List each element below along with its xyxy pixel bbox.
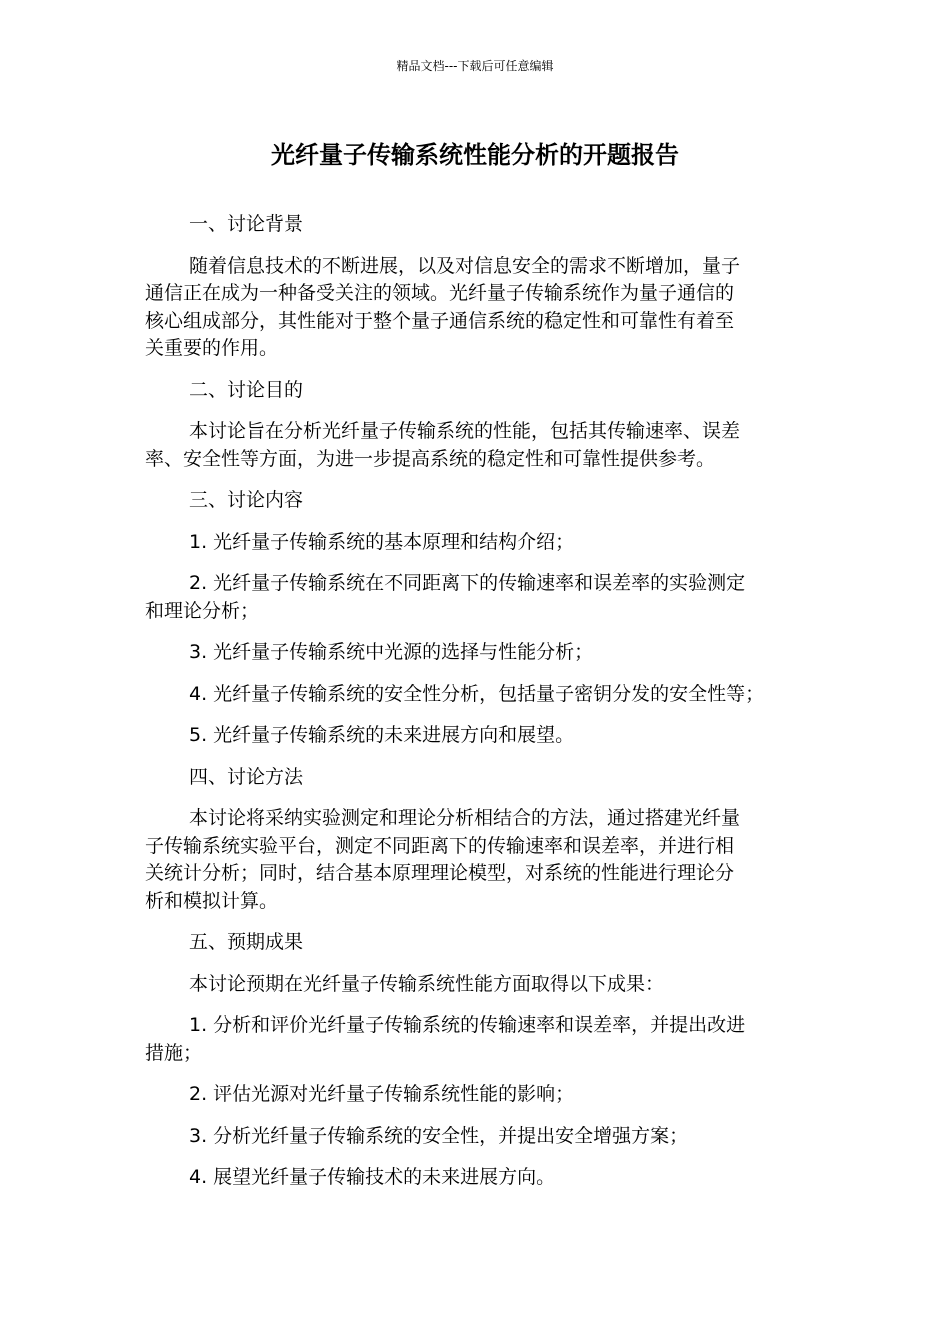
text-line: 2. 评估光源对光纤量子传输系统性能的影响； — [189, 1083, 575, 1105]
text-line: 措施； — [145, 1041, 203, 1064]
text-line: 1. 光纤量子传输系统的基本原理和结构介绍； — [189, 530, 575, 553]
text-line: 关统计分析；同时，结合基本原理理论模型，对系统的性能进行理论分 — [145, 862, 735, 884]
text-line: 4. 展望光纤量子传输技术的未来进展方向。 — [189, 1166, 556, 1188]
section-heading-background: 一、讨论背景 — [189, 213, 304, 235]
content-item — [145, 570, 815, 625]
content-item — [145, 722, 815, 750]
text-line: 2. 光纤量子传输系统在不同距离下的传输速率和误差率的实验测定 — [189, 572, 746, 594]
content-item — [145, 529, 815, 557]
text-line: 析和模拟计算。 — [145, 889, 279, 912]
outcomes-intro: 本讨论预期在光纤量子传输系统性能方面取得以下成果： — [189, 972, 665, 995]
section-heading-purpose: 二、讨论目的 — [189, 378, 304, 401]
section-heading-content: 三、讨论内容 — [189, 489, 304, 511]
text-line: 关重要的作用。 — [145, 337, 279, 359]
text-line: 率、安全性等方面，为进一步提高系统的稳定性和可靠性提供参考。 — [145, 447, 716, 470]
section-heading-outcomes: 五、预期成果 — [189, 931, 304, 953]
text-line: 3. 分析光纤量子传输系统的安全性，并提出安全增强方案； — [189, 1124, 689, 1147]
text-line: 通信正在成为一种备受关注的领域。光纤量子传输系统作为量子通信的 — [145, 282, 735, 304]
text-line: 3. 光纤量子传输系统中光源的选择与性能分析； — [189, 641, 594, 663]
outcome-item — [145, 1081, 815, 1109]
document-title: 光纤量子传输系统性能分析的开题报告 — [271, 141, 679, 169]
purpose-paragraph — [145, 418, 815, 473]
background-paragraph — [145, 253, 815, 363]
text-line: 和理论分析； — [145, 599, 260, 622]
outcome-item — [145, 1012, 815, 1067]
document-body — [145, 211, 815, 1206]
text-line: 本讨论将采纳实验测定和理论分析相结合的方法，通过搭建光纤量 — [189, 807, 741, 829]
text-line: 本讨论旨在分析光纤量子传输系统的性能，包括其传输速率、误差 — [189, 420, 741, 442]
method-paragraph — [145, 805, 815, 915]
outcome-item — [145, 1123, 815, 1151]
text-line: 子传输系统实验平台，测定不同距离下的传输速率和误差率，并进行相 — [145, 834, 735, 857]
outcome-item — [145, 1164, 815, 1192]
content-item — [145, 681, 815, 709]
text-line: 1. 分析和评价光纤量子传输系统的传输速率和误差率，并提出改进 — [189, 1014, 746, 1036]
section-heading-method: 四、讨论方法 — [189, 765, 304, 788]
content-item — [145, 639, 815, 667]
header-note: 精品文档---下载后可任意编辑 — [396, 59, 554, 73]
text-line: 随着信息技术的不断进展，以及对信息安全的需求不断增加，量子 — [189, 254, 741, 277]
text-line: 核心组成部分，其性能对于整个量子通信系统的稳定性和可靠性有着至 — [145, 309, 735, 332]
text-line: 4. 光纤量子传输系统的安全性分析，包括量子密钥分发的安全性等； — [189, 682, 765, 705]
text-line: 5. 光纤量子传输系统的未来进展方向和展望。 — [189, 724, 575, 746]
